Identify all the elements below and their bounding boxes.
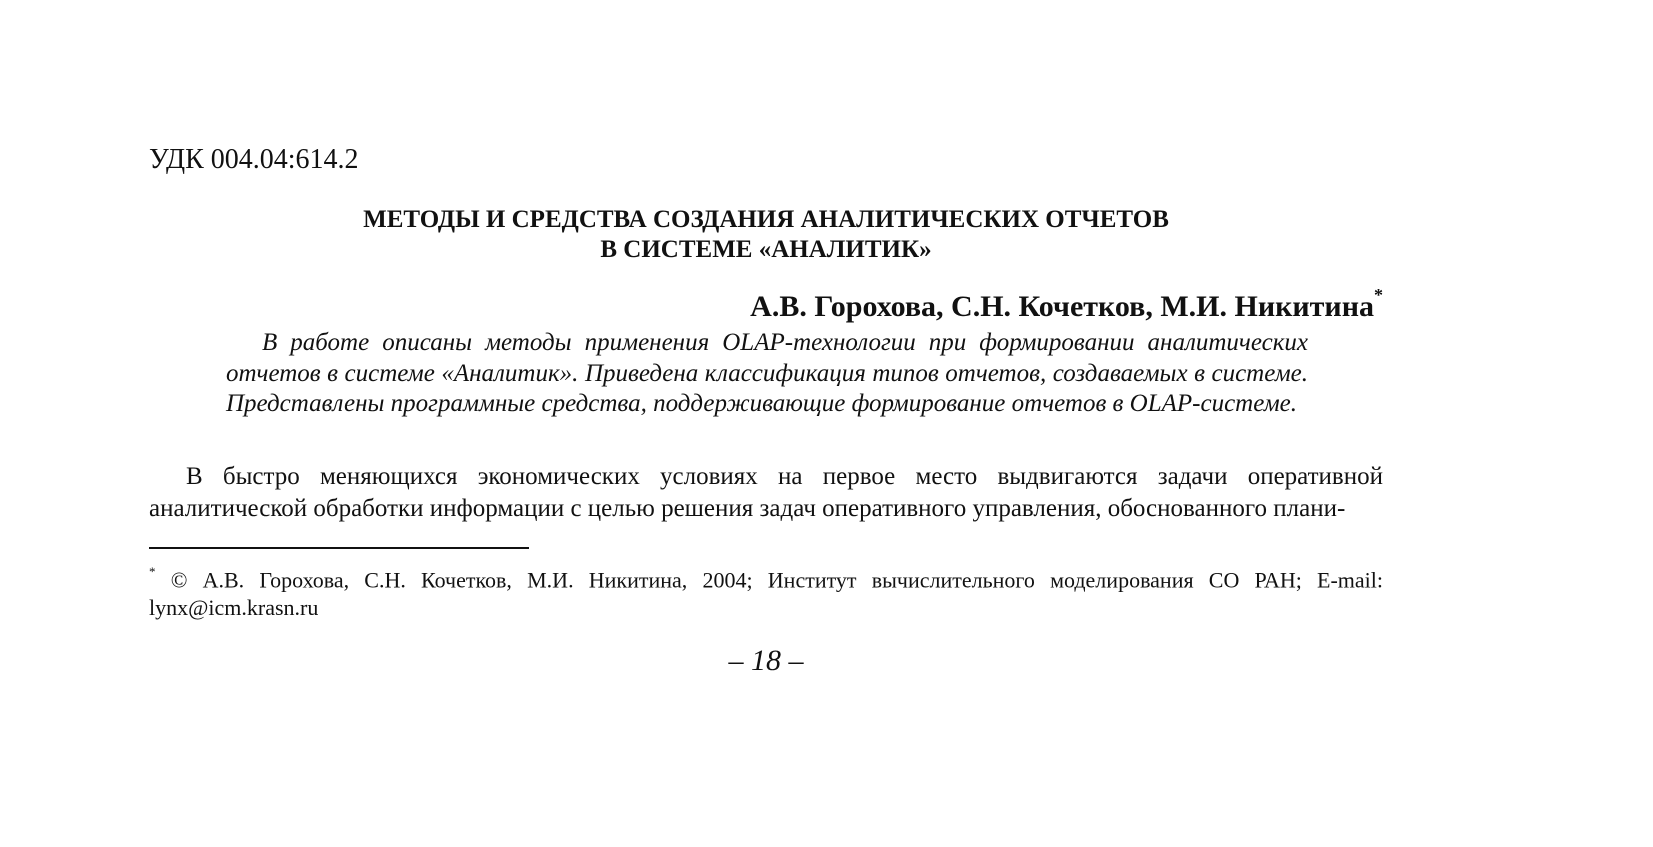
body-paragraph: В быстро меняющихся экономических условиях на первое место выдвигаются задачи оперативной аналитической обработки информации с целью решения задач оперативного управления, обоснованного плани- [149, 463, 1383, 522]
udk-code: УДК 004.04:614.2 [149, 144, 359, 175]
footnote-text: © А.В. Горохова, С.Н. Кочетков, М.И. Никитина, 2004; Институт вычислительного моделирования СО РАН; E-mail: lynx@icm.krasn.ru [149, 567, 1383, 621]
footnote-mark: * [149, 564, 156, 579]
authors-footnote-mark: * [1374, 285, 1383, 305]
article-title-line-2: В СИСТЕМЕ «АНАЛИТИК» [600, 236, 932, 263]
page-number: – 18 – [728, 644, 804, 677]
abstract: В работе описаны методы применения OLAP-технологии при формировании аналитических отчетов в системе «Аналитик». Приведена классификация типов отчетов, создаваемых в системе. Представлены программные средства, поддерживающие формирование отчетов в OLAP-системе. [226, 329, 1308, 418]
authors [750, 280, 1383, 326]
article-title-line-1: МЕТОДЫ И СРЕДСТВА СОЗДАНИЯ АНАЛИТИЧЕСКИХ ОТЧЕТОВ [363, 206, 1169, 233]
authors-names: А.В. Горохова, С.Н. Кочетков, М.И. Никитина [750, 290, 1374, 323]
footnote [149, 561, 1383, 622]
footnote-divider [149, 547, 529, 549]
